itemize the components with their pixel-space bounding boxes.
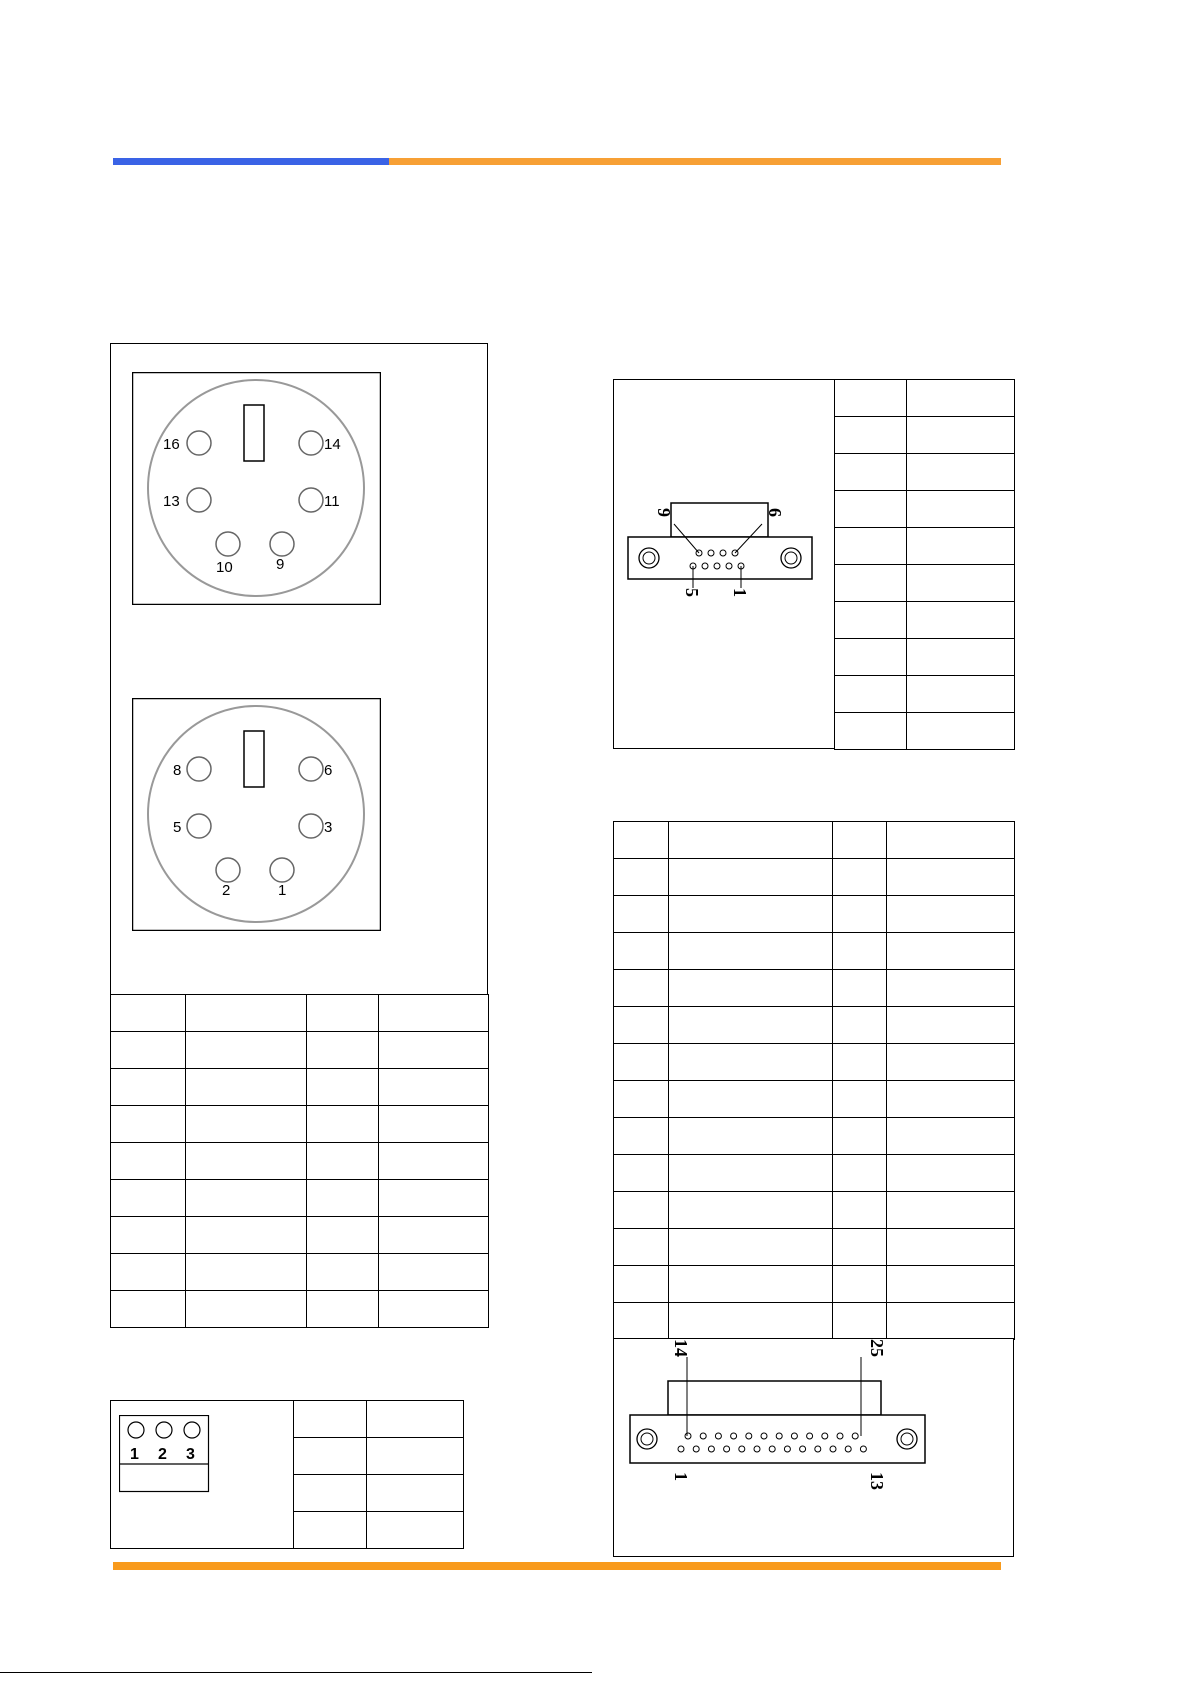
table-row — [614, 1044, 1015, 1081]
table-cell — [367, 1401, 464, 1438]
table-cell — [307, 1106, 379, 1143]
table-cell — [669, 1007, 833, 1044]
table-row — [614, 1081, 1015, 1118]
table-cell — [186, 1106, 307, 1143]
table-cell — [835, 454, 907, 491]
table-cell — [111, 1143, 186, 1180]
pin-label: 10 — [216, 559, 233, 576]
table-row — [111, 1069, 489, 1106]
table-cell — [833, 859, 887, 896]
table-cell — [614, 970, 669, 1007]
pin-label: 3 — [186, 1446, 195, 1463]
table-row — [835, 528, 1015, 565]
table-cell — [887, 1007, 1015, 1044]
table-cell — [307, 1180, 379, 1217]
table-cell — [307, 1291, 379, 1328]
pin-label: 9 — [276, 556, 285, 573]
table-cell — [186, 1069, 307, 1106]
table-cell — [887, 933, 1015, 970]
table-row — [614, 822, 1015, 859]
db25-pin-hole — [739, 1446, 745, 1452]
table-row — [835, 713, 1015, 750]
table-cell — [614, 1266, 669, 1303]
table-row — [294, 1512, 464, 1549]
db9-diagram — [626, 502, 816, 627]
table-cell — [614, 1192, 669, 1229]
table-cell — [833, 1118, 887, 1155]
table-cell — [833, 1155, 887, 1192]
db25-pin-hole — [708, 1446, 714, 1452]
table-cell — [835, 491, 907, 528]
table-cell — [835, 676, 907, 713]
header-rule-blue — [113, 158, 389, 165]
table-cell — [835, 602, 907, 639]
pin-label: 9 — [654, 508, 674, 517]
table-cell — [833, 1192, 887, 1229]
table-cell — [111, 1069, 186, 1106]
table-cell — [307, 1032, 379, 1069]
table-cell — [669, 1044, 833, 1081]
table-cell — [835, 380, 907, 417]
footnote-rule — [0, 1672, 592, 1673]
header-3pin-panel — [110, 1400, 294, 1549]
table-cell — [111, 1180, 186, 1217]
table-row — [111, 1217, 489, 1254]
table-cell — [111, 1106, 186, 1143]
db25-pin-hole — [761, 1433, 767, 1439]
table-cell — [379, 995, 489, 1032]
table-row — [111, 1106, 489, 1143]
pin-label: 11 — [324, 493, 340, 510]
pin-label: 3 — [324, 819, 333, 836]
table-cell — [307, 1069, 379, 1106]
db25-pin-hole — [715, 1433, 721, 1439]
table-cell — [907, 454, 1015, 491]
table-cell — [835, 417, 907, 454]
table-cell — [614, 1303, 669, 1340]
table-cell — [835, 713, 907, 750]
table-row — [614, 859, 1015, 896]
db9-pin-table — [834, 379, 1015, 750]
table-cell — [669, 1303, 833, 1340]
table-row — [614, 1155, 1015, 1192]
table-cell — [833, 896, 887, 933]
table-cell — [614, 896, 669, 933]
table-cell — [111, 1217, 186, 1254]
mini-din-upper-diagram — [132, 372, 381, 605]
pin-label: 1 — [278, 882, 287, 899]
table-row — [835, 417, 1015, 454]
table-cell — [887, 896, 1015, 933]
table-cell — [614, 1155, 669, 1192]
db25-pin-table — [613, 821, 1015, 1340]
table-cell — [887, 1266, 1015, 1303]
pin-label: 2 — [158, 1446, 167, 1463]
table-cell — [833, 1266, 887, 1303]
db25-pin-hole — [685, 1433, 691, 1439]
table-cell — [907, 417, 1015, 454]
table-cell — [379, 1291, 489, 1328]
db25-pin-hole — [700, 1433, 706, 1439]
db25-pin-hole — [776, 1433, 782, 1439]
table-cell — [379, 1217, 489, 1254]
db25-pin-hole — [830, 1446, 836, 1452]
db25-pin-hole — [845, 1446, 851, 1452]
table-cell — [186, 1032, 307, 1069]
db25-pin-hole — [693, 1446, 699, 1452]
db25-pin-hole — [822, 1433, 828, 1439]
table-cell — [186, 1180, 307, 1217]
table-cell — [307, 1143, 379, 1180]
pin-label: 2 — [222, 882, 231, 899]
table-row — [111, 1180, 489, 1217]
db25-pin-hole — [852, 1433, 858, 1439]
table-cell — [367, 1512, 464, 1549]
table-cell — [835, 565, 907, 602]
db25-pin-hole — [678, 1446, 684, 1452]
db25-pin-hole — [791, 1433, 797, 1439]
table-cell — [887, 1155, 1015, 1192]
table-cell — [669, 896, 833, 933]
pin-label: 16 — [163, 436, 180, 453]
table-row — [835, 380, 1015, 417]
db25-diagram — [628, 1339, 928, 1504]
table-row — [835, 454, 1015, 491]
table-row — [835, 565, 1015, 602]
table-cell — [294, 1512, 367, 1549]
table-row — [614, 1266, 1015, 1303]
table-cell — [669, 859, 833, 896]
table-row — [294, 1438, 464, 1475]
table-cell — [907, 528, 1015, 565]
table-row — [111, 995, 489, 1032]
table-cell — [367, 1475, 464, 1512]
table-cell — [186, 995, 307, 1032]
table-cell — [111, 1032, 186, 1069]
pin-label: 14 — [671, 1339, 691, 1357]
table-row — [835, 639, 1015, 676]
pin-label: 25 — [867, 1339, 887, 1357]
db25-pin-hole — [837, 1433, 843, 1439]
table-cell — [887, 1303, 1015, 1340]
mini-din-panel — [110, 343, 488, 995]
table-cell — [379, 1106, 489, 1143]
db25-pin-hole — [769, 1446, 775, 1452]
table-cell — [186, 1291, 307, 1328]
table-cell — [833, 1081, 887, 1118]
table-cell — [833, 970, 887, 1007]
header-3pin-diagram — [119, 1415, 211, 1493]
table-row — [835, 602, 1015, 639]
table-cell — [887, 970, 1015, 1007]
db25-pin-hole — [731, 1433, 737, 1439]
db25-pin-hole — [815, 1446, 821, 1452]
table-row — [111, 1254, 489, 1291]
table-cell — [111, 1291, 186, 1328]
table-row — [111, 1291, 489, 1328]
table-row — [835, 491, 1015, 528]
table-cell — [833, 1303, 887, 1340]
table-cell — [669, 1266, 833, 1303]
table-row — [294, 1475, 464, 1512]
table-cell — [833, 822, 887, 859]
table-cell — [186, 1143, 307, 1180]
table-cell — [379, 1254, 489, 1291]
table-cell — [379, 1032, 489, 1069]
table-cell — [614, 933, 669, 970]
table-row — [111, 1143, 489, 1180]
db25-pin-hole — [800, 1446, 806, 1452]
table-cell — [379, 1180, 489, 1217]
table-row — [614, 1007, 1015, 1044]
table-cell — [669, 933, 833, 970]
table-cell — [833, 1044, 887, 1081]
table-cell — [294, 1401, 367, 1438]
footer-rule — [113, 1562, 1001, 1570]
pin-label: 6 — [324, 762, 333, 779]
pin-label: 13 — [867, 1472, 887, 1490]
header-3pin-table — [293, 1400, 464, 1549]
table-cell — [907, 491, 1015, 528]
table-cell — [835, 528, 907, 565]
table-row — [614, 1192, 1015, 1229]
table-cell — [833, 933, 887, 970]
table-row — [614, 1229, 1015, 1266]
table-cell — [887, 1192, 1015, 1229]
table-cell — [307, 1254, 379, 1291]
table-cell — [835, 639, 907, 676]
table-row — [614, 896, 1015, 933]
table-cell — [907, 380, 1015, 417]
table-cell — [833, 1007, 887, 1044]
table-cell — [669, 970, 833, 1007]
table-cell — [887, 1118, 1015, 1155]
table-row — [614, 933, 1015, 970]
table-cell — [887, 859, 1015, 896]
db25-pin-hole — [860, 1446, 866, 1452]
table-cell — [294, 1475, 367, 1512]
mini-din-lower-diagram — [132, 698, 381, 931]
table-cell — [111, 1254, 186, 1291]
table-cell — [907, 602, 1015, 639]
db25-pin-hole — [754, 1446, 760, 1452]
table-cell — [614, 859, 669, 896]
table-cell — [307, 995, 379, 1032]
table-cell — [186, 1254, 307, 1291]
table-cell — [186, 1217, 307, 1254]
pin-label: 5 — [682, 588, 702, 597]
table-row — [835, 676, 1015, 713]
pin-label: 5 — [173, 819, 182, 836]
pin-label: 1 — [671, 1472, 691, 1481]
mini-din-pin-table — [110, 994, 489, 1328]
pin-label: 8 — [173, 762, 182, 779]
table-cell — [907, 676, 1015, 713]
table-cell — [614, 1007, 669, 1044]
table-row — [111, 1032, 489, 1069]
table-cell — [294, 1438, 367, 1475]
table-cell — [833, 1229, 887, 1266]
table-cell — [669, 1118, 833, 1155]
table-cell — [614, 1229, 669, 1266]
header-rule-orange — [389, 158, 1001, 165]
table-cell — [907, 639, 1015, 676]
table-cell — [887, 822, 1015, 859]
table-cell — [111, 995, 186, 1032]
db25-pin-hole — [746, 1433, 752, 1439]
table-cell — [379, 1143, 489, 1180]
table-cell — [307, 1217, 379, 1254]
table-cell — [669, 822, 833, 859]
db25-pin-hole — [784, 1446, 790, 1452]
pin-label: 6 — [765, 508, 785, 517]
db25-pin-hole — [724, 1446, 730, 1452]
pin-label: 13 — [163, 493, 180, 510]
pin-label: 1 — [730, 588, 750, 597]
db25-pin-hole — [807, 1433, 813, 1439]
pin-label: 1 — [130, 1446, 139, 1463]
table-row — [614, 970, 1015, 1007]
table-row — [294, 1401, 464, 1438]
table-cell — [669, 1229, 833, 1266]
table-cell — [614, 822, 669, 859]
db25-panel — [613, 1338, 1014, 1557]
table-cell — [887, 1044, 1015, 1081]
table-cell — [614, 1118, 669, 1155]
table-row — [614, 1303, 1015, 1340]
table-cell — [614, 1044, 669, 1081]
db9-panel — [613, 379, 835, 749]
table-cell — [669, 1155, 833, 1192]
table-cell — [379, 1069, 489, 1106]
table-cell — [907, 713, 1015, 750]
table-cell — [887, 1081, 1015, 1118]
table-row — [614, 1118, 1015, 1155]
table-cell — [367, 1438, 464, 1475]
table-cell — [887, 1229, 1015, 1266]
table-cell — [614, 1081, 669, 1118]
table-cell — [907, 565, 1015, 602]
table-cell — [669, 1081, 833, 1118]
pin-label: 14 — [324, 436, 341, 453]
table-cell — [669, 1192, 833, 1229]
